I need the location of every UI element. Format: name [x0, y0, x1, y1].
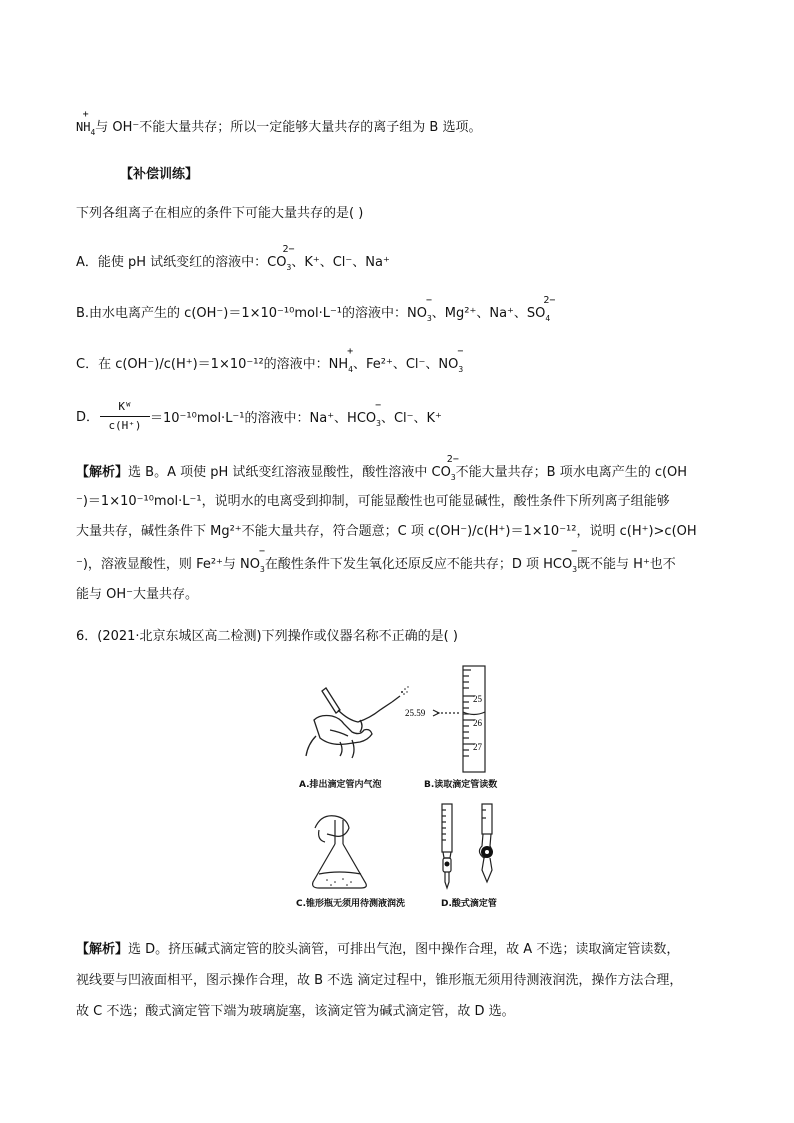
question-text: 下列各组离子在相应的条件下可能大量共存的是( ): [76, 206, 364, 221]
scale-mark-26: 26: [473, 718, 482, 728]
caption-b: B.读取滴定管读数: [424, 780, 498, 790]
option-d-fraction: [100, 400, 150, 433]
option-a: A．能使 pH 试纸变红的溶液中：CO 2− $_3$、K⁺、Cl⁻、Na⁺: [76, 244, 390, 272]
option-d-label: D．: [76, 410, 100, 425]
analysis1-line1: 【解析】选 B。A 项使 pH 试纸变红溶液显酸性，酸性溶液中 CO 2− $_3$不能大量共存；B 项水电离产生的 c(OH: [76, 454, 688, 482]
caption-a: A.排出滴定管内气泡: [299, 780, 382, 790]
nh4-ion: NH + $_4$: [76, 109, 96, 137]
fraction-numerator: Kᵂ: [100, 400, 150, 417]
analysis2-line3: 故 C 不选；酸式滴定管下端为玻璃旋塞，该滴定管为碱式滴定管，故 D 选。: [76, 1004, 515, 1019]
option-c: C．在 c(OH⁻)/c(H⁺)＝1×10⁻¹²的溶液中：NH + $_4$、Fe²⁺、Cl⁻、NO − $_3$: [76, 346, 464, 374]
scale-mark-25: 25: [473, 694, 482, 704]
analysis1-line4: ⁻)，溶液显酸性，则 Fe²⁺与 NO − $_3$在酸性条件下发生氧化还原反应不能共存；D 项 HCO − $_3$既不能与 H⁺也不: [76, 546, 676, 574]
option-b: B.由水电离产生的 c(OH⁻)＝1×10⁻¹⁰mol·L⁻¹的溶液中：NO − $_3$、Mg²⁺、Na⁺、SO 2− $_4$: [76, 295, 556, 323]
analysis-tag: 【解析】: [76, 465, 129, 480]
fraction-denominator: c(H⁺): [108, 419, 142, 432]
option-d: ＝10⁻¹⁰mol·L⁻¹的溶液中：Na⁺、HCO − $_3$、Cl⁻、K⁺: [150, 400, 442, 428]
figure-c-illustration: [305, 808, 375, 893]
analysis1-line3: 大量共存，碱性条件下 Mg²⁺不能大量共存，符合题意；C 项 c(OH⁻)/c(H⁺)＝1×10⁻¹²，说明 c(H⁺)>c(OH: [76, 524, 697, 539]
caption-d: D.酸式滴定管: [441, 899, 497, 909]
intro-line: NH + $_4$与 OH⁻不能大量共存；所以一定能够大量共存的离子组为 B 选项。: [76, 118, 481, 142]
figure-b-illustration: [405, 662, 515, 777]
analysis2-line2: 视线要与凹液面相平，图示操作合理，故 B 不选 滴定过程中，锥形瓶无须用待测液润洗，操作方法合理，: [76, 973, 683, 988]
scale-mark-27: 27: [473, 742, 482, 752]
analysis2-line1: 【解析】选 D。挤压碱式滴定管的胶头滴管，可排出气泡，图中操作合理，故 A 不选；读取滴定管读数，: [76, 942, 680, 957]
analysis-tag: 【解析】: [76, 942, 129, 957]
reading-value: 25.59: [405, 708, 426, 718]
section-title: 【补偿训练】: [120, 167, 199, 182]
figure-d-illustration: [432, 800, 512, 895]
question6-text: 6．(2021·北京东城区高二检测)下列操作或仪器名称不正确的是( ): [76, 629, 458, 644]
figure-a-illustration: [300, 680, 420, 775]
caption-c: C.锥形瓶无须用待测液润洗: [296, 899, 406, 909]
analysis1-line5: 能与 OH⁻大量共存。: [76, 587, 199, 602]
analysis1-line2: ⁻)＝1×10⁻¹⁰mol·L⁻¹，说明水的电离受到抑制，可能显酸性也可能显碱性，酸性条件下所列离子组能够: [76, 494, 670, 509]
